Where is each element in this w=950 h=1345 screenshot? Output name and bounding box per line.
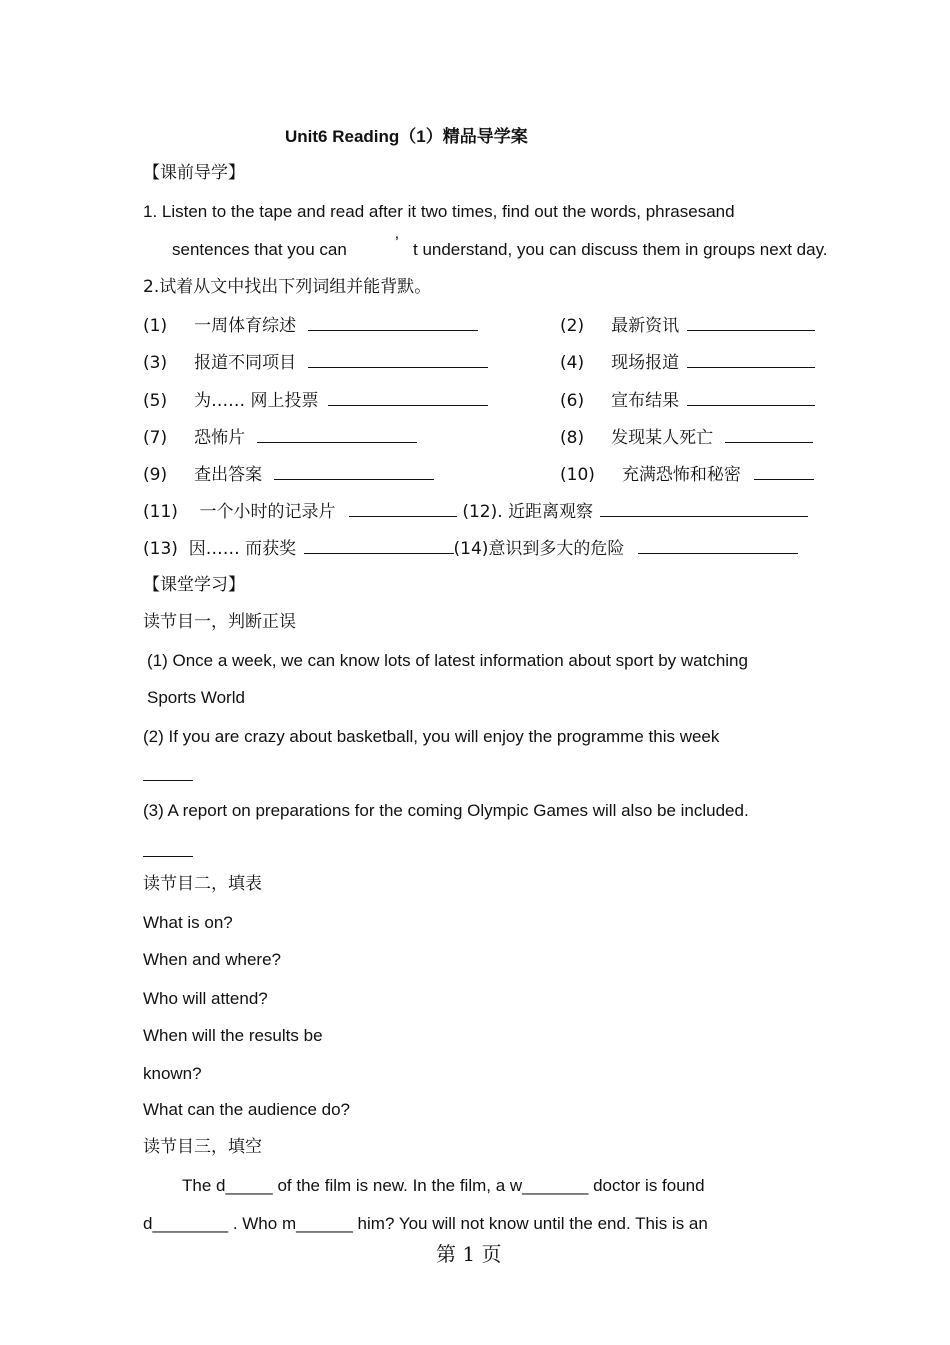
section2-heading: 读节目二，填表 [143, 874, 262, 894]
phrase-text: 一周体育综述 [194, 316, 297, 336]
section3-heading: 读节目三，填空 [143, 1137, 262, 1157]
answer-blank[interactable] [308, 351, 488, 368]
answer-blank[interactable] [725, 426, 813, 443]
phrase-text: 为…… 网上投票 [194, 391, 319, 411]
answer-blank[interactable] [687, 314, 815, 331]
table-row: When and where? [143, 950, 281, 969]
phrase-text: 发现某人死亡 [611, 428, 714, 448]
fill-blank-line-2: d________ . Who m______ him? You will not know until the end. This is an [143, 1214, 708, 1233]
answer-blank[interactable] [304, 537, 454, 554]
true-false-item-1-cont: Sports World [147, 688, 245, 707]
answer-blank[interactable] [687, 389, 815, 406]
in-class-heading: 【课堂学习】 [143, 575, 245, 595]
answer-blank[interactable] [274, 463, 434, 480]
table-row: Who will attend? [143, 989, 268, 1008]
phrase-item [143, 426, 417, 449]
phrase-item [143, 314, 478, 337]
phrase-item [143, 537, 798, 560]
page-number: 第 1 页 [436, 1242, 502, 1266]
phrase-text: 因…… 而获奖 [188, 539, 297, 559]
phrase-number: (3) [143, 353, 168, 373]
phrase-text: 近距离观察 [508, 502, 594, 522]
phrase-text: 查出答案 [194, 465, 263, 485]
phrase-item [560, 463, 814, 486]
phrase-number: (13) [143, 539, 178, 559]
task1-line1: 1. Listen to the tape and read after it two times, find out the words, phrasesand [143, 202, 735, 221]
phrase-text: 恐怖片 [194, 428, 246, 448]
phrase-number: (8) [560, 428, 585, 448]
phrase-number: (10) [560, 465, 595, 485]
phrase-item [560, 314, 815, 337]
answer-blank[interactable] [328, 389, 488, 406]
phrase-number: (6) [560, 391, 585, 411]
phrase-number: (4) [560, 353, 585, 373]
answer-blank[interactable] [754, 463, 814, 480]
answer-blank[interactable] [143, 840, 193, 857]
section1-heading: 读节目一，判断正误 [143, 612, 296, 632]
answer-blank[interactable] [257, 426, 417, 443]
phrase-item [560, 426, 813, 449]
phrase-number: (14) [453, 539, 489, 559]
true-false-item-3: (3) A report on preparations for the coming Olympic Games will also be included. [143, 801, 749, 820]
phrase-item [143, 389, 488, 412]
task1-apostrophe: ’ [395, 233, 399, 252]
phrase-number: (7) [143, 428, 168, 448]
phrase-number: (2) [560, 316, 585, 336]
phrase-text: 意识到多大的危险 [488, 539, 625, 559]
answer-blank[interactable] [143, 764, 193, 781]
phrase-text: 一个小时的记录片 [199, 502, 336, 522]
table-row: known? [143, 1064, 202, 1083]
phrase-item [143, 463, 434, 486]
phrase-number: (1) [143, 316, 168, 336]
phrase-text: 现场报道 [611, 353, 680, 373]
task1-line2b: t understand, you can discuss them in groups next day. [413, 240, 828, 259]
fill-blank-line-1: The d_____ of the film is new. In the film, a w_______ doctor is found [182, 1176, 705, 1195]
answer-blank[interactable] [687, 351, 815, 368]
phrase-number: (11) [143, 502, 178, 522]
true-false-item-1: (1) Once a week, we can know lots of latest information about sport by watching [147, 651, 748, 670]
answer-blank[interactable] [638, 537, 798, 554]
phrase-item [143, 500, 808, 523]
phrase-item [143, 351, 488, 374]
phrase-text: 宣布结果 [611, 391, 680, 411]
phrase-number: (12). [462, 502, 503, 522]
phrase-number: (5) [143, 391, 168, 411]
task2-instruction: 2.试着从文中找出下列词组并能背默。 [143, 277, 432, 297]
task1-line2a: sentences that you can [172, 240, 347, 259]
phrase-item [560, 389, 815, 412]
answer-blank[interactable] [308, 314, 478, 331]
table-row: What can the audience do? [143, 1100, 350, 1119]
pre-class-heading: 【课前导学】 [143, 163, 245, 183]
table-row: When will the results be [143, 1026, 323, 1045]
table-row: What is on? [143, 913, 233, 932]
phrase-text: 报道不同项目 [194, 353, 297, 373]
answer-blank[interactable] [349, 500, 457, 517]
phrase-text: 最新资讯 [611, 316, 680, 336]
phrase-text: 充满恐怖和秘密 [621, 465, 741, 485]
page-title: Unit6 Reading（1）精品导学案 [285, 127, 528, 146]
phrase-item [560, 351, 815, 374]
phrase-number: (9) [143, 465, 168, 485]
answer-blank[interactable] [600, 500, 808, 517]
true-false-item-2: (2) If you are crazy about basketball, you will enjoy the programme this week [143, 727, 720, 746]
